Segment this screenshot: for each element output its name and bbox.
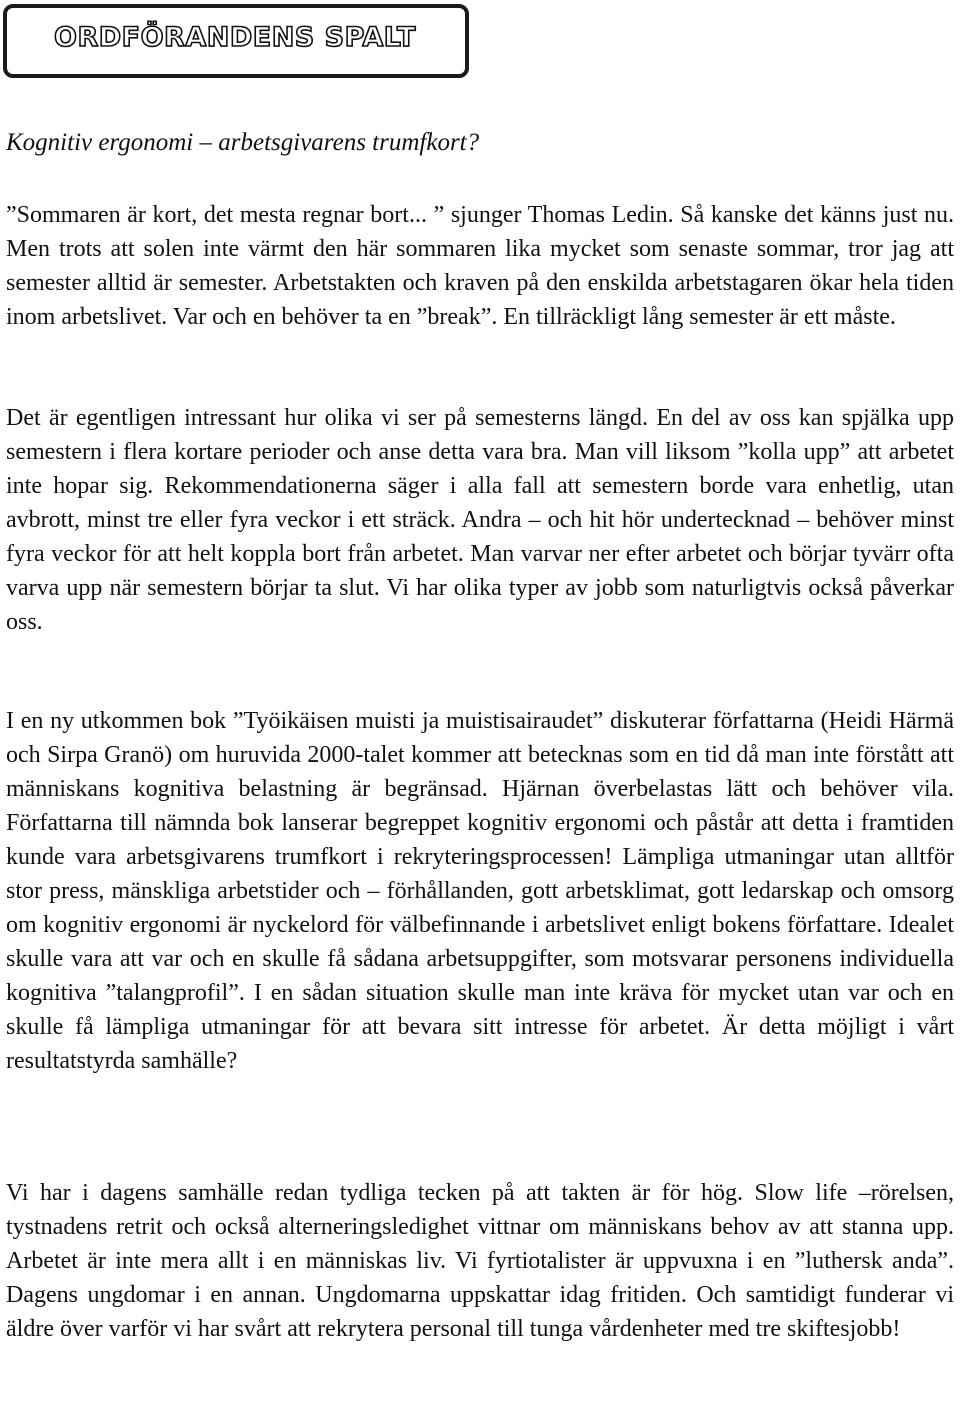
column-title: ORDFÖRANDENS SPALT	[54, 22, 416, 53]
article-paragraph-3: I en ny utkommen bok ”Työikäisen muisti ja muistisairaudet” diskuterar författarna (Heidi Härmä och Sirpa Granö) om huruvida 2000-talet kommer att betecknas som en tid då man inte förstått att människans kognitiva belastning är begränsad. Hjärnan överbelastas lätt och behöver vila. Författarna till nämnda bok lanserar begreppet kognitiv ergonomi och påstår att detta i framtiden kunde vara arbetsgivarens trumfkort i rekryteringsprocessen! Lämpliga utmaningar utan alltför stor press, mänskliga arbetstider och – förhållanden, gott arbetsklimat, gott ledarskap och omsorg om kognitiv ergonomi är nyckelord för välbefinnande i arbetslivet enligt bokens författare. Idealet skulle vara att var och en skulle få sådana arbetsuppgifter, som motsvarar personens individuella kognitiva ”talangprofil”. I en sådan situation skulle man inte kräva för mycket utan var och en skulle få lämpliga utmaningar för att bevara sitt intresse för arbetet. Är detta möjligt i vårt resultatstyrda samhälle?	[6, 708, 954, 1074]
article-paragraph-2: Det är egentligen intressant hur olika vi ser på semesterns längd. En del av oss kan spjälka upp semestern i flera kortare perioder och anse detta vara bra. Man vill liksom ”kolla upp” att arbetet inte hopar sig. Rekommendationerna säger i alla fall att semestern borde vara enhetlig, utan avbrott, minst tre eller fyra veckor i ett sträck. Andra – och hit hör undertecknad – behöver minst fyra veckor för att helt koppla bort från arbetet. Man varvar ner efter arbetet och börjar tyvärr ofta varva upp när semestern börjar ta slut. Vi har olika typer av jobb som naturligtvis också påverkar oss.	[6, 405, 954, 635]
article-paragraph-4: Vi har i dagens samhälle redan tydliga tecken på att takten är för hög. Slow life –rörelsen, tystnadens retrit och också alterneringsledighet vittnar om människans behov av att stanna upp. Arbetet är inte mera allt i en människas liv. Vi fyrtiotalister är uppvuxna i en ”luthersk anda”. Dagens ungdomar i en annan. Ungdomarna uppskattar idag fritiden. Och samtidigt funderar vi äldre över varför vi har svårt att rekrytera personal till tunga vårdenheter med tre skiftesjobb!	[6, 1180, 954, 1342]
article-paragraph-1: ”Sommaren är kort, det mesta regnar bort... ” sjunger Thomas Ledin. Så kanske det känns just nu. Men trots att solen inte värmt den här sommaren lika mycket som senaste sommar, tror jag att semester alltid är semester. Arbetstakten och kraven på den enskilda arbetstagaren ökar hela tiden inom arbetslivet. Var och en behöver ta en ”break”. En tillräckligt lång semester är ett måste.	[6, 202, 954, 330]
article-subtitle: Kognitiv ergonomi – arbetsgivarens trumfkort?	[6, 129, 480, 156]
